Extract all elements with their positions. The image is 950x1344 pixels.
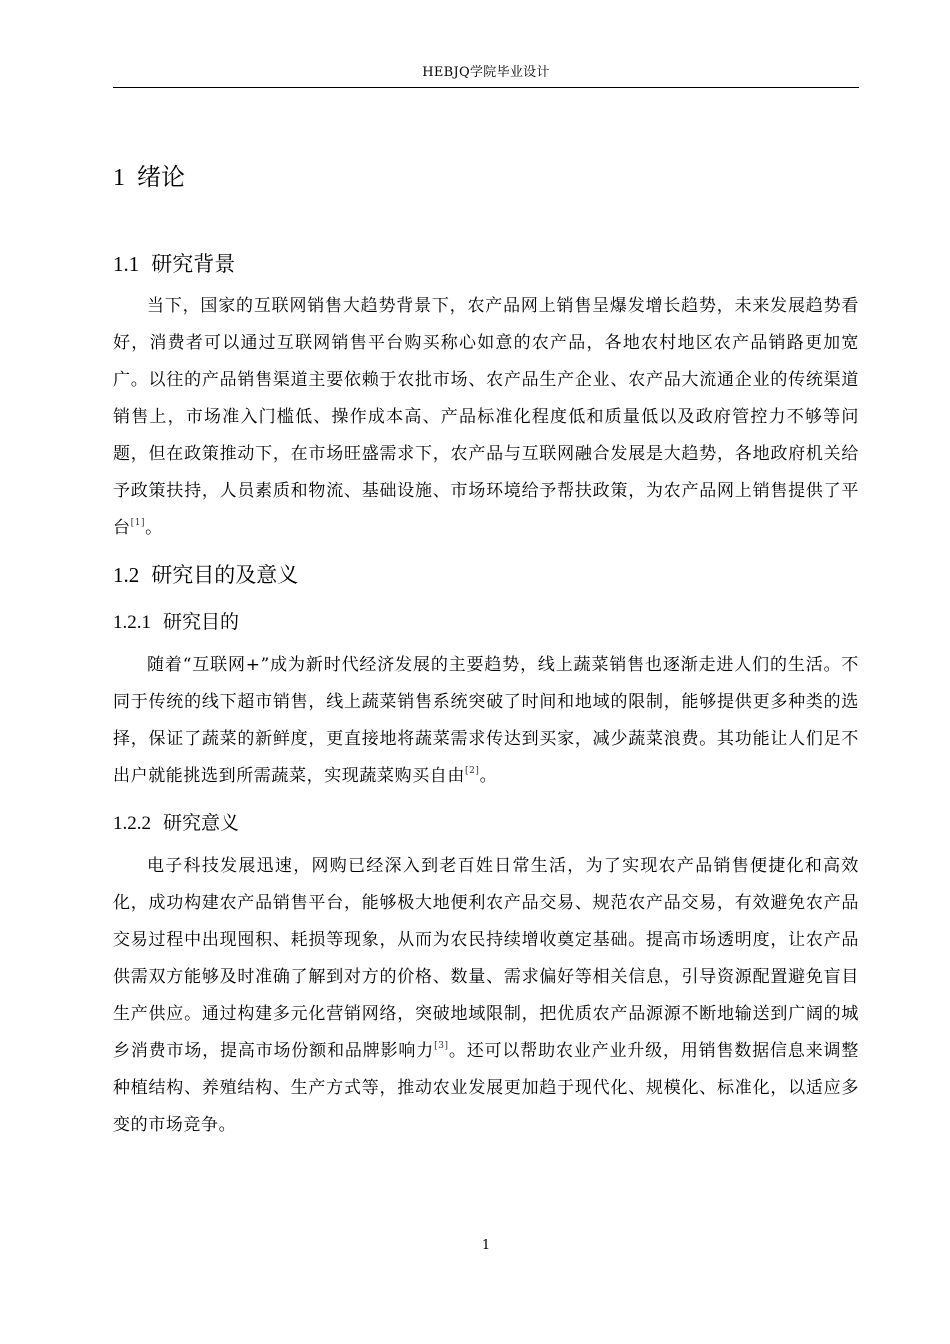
page-number: 1 — [481, 1238, 491, 1253]
paragraph-purpose — [113, 647, 859, 795]
section-heading-1-2 — [113, 561, 298, 590]
running-header: HEBJQ学院毕业设计 — [422, 65, 550, 80]
section-title: 研究背景 — [151, 253, 236, 276]
paragraph-background — [113, 288, 859, 547]
subsection-number: 1.2.1 — [113, 612, 151, 633]
section-number: 1.1 — [113, 252, 140, 276]
citation: [3] — [434, 1041, 449, 1051]
header-rule — [113, 87, 859, 88]
paragraph-end: 。还可以帮助农业产业升级，用销售数据信息来调整种植结构、养殖结构、生产方式等，推动农业发展更加趋于现代化、规模化、标准化，以适应多变的市场竞争。 — [113, 1041, 859, 1135]
chapter-title: 绪论 — [137, 164, 185, 191]
subsection-heading-1-2-1 — [113, 610, 239, 636]
paragraph-text: 当下，国家的互联网销售大趋势背景下，农产品网上销售呈爆发增长趋势，未来发展趋势看好，消费者可以通过互联网销售平台购买称心如意的农产品，各地农村地区农产品销路更加宽广。以往的产品销售渠道主要依赖于农批市场、农产品生产企业、农产品大流通企业的传统渠道销售上，市场准入门槛低、操作成本高、产品标准化程度低和质量低以及政府管控力不够等问题，但在政策推动下，在市场旺盛需求下，农产品与互联网融合发展是大趋势，各地政府机关给予政策扶持，人员素质和物流、基础设施、市场环境给予帮扶政策，为农产品网上销售提供了平台 — [113, 296, 859, 538]
section-heading-1-1 — [113, 250, 235, 279]
paragraph-text: 电子科技发展迅速，网购已经深入到老百姓日常生活，为了实现农产品销售便捷化和高效化，成功构建农产品销售平台，能够极大地便利农产品交易、规范农产品交易，有效避免农产品交易过程中出现囤积、耗损等现象，从而为农民持续增收奠定基础。提高市场透明度，让农产品供需双方能够及时准确了解到对方的价格、数量、需求偏好等相关信息，引导资源配置避免盲目生产供应。通过构建多元化营销网络，突破地域限制，把优质农产品源源不断地输送到广阔的城乡消费市场，提高市场份额和品牌影响力 — [113, 856, 859, 1061]
chapter-heading — [113, 162, 185, 194]
paragraph-text: 随着“互联网+”成为新时代经济发展的主要趋势，线上蔬菜销售也逐渐走进人们的生活。不同于传统的线下超市销售，线上蔬菜销售系统突破了时间和地域的限制，能够提供更多种类的选择，保证了蔬菜的新鲜度，更直接地将蔬菜需求传达到买家，减少蔬菜浪费。其功能让人们足不出户就能挑选到所需蔬菜，实现蔬菜购买自由 — [113, 655, 859, 786]
chapter-number: 1 — [113, 165, 125, 191]
section-number: 1.2 — [113, 563, 140, 587]
paragraph-end: 。 — [145, 518, 163, 538]
subsection-number: 1.2.2 — [113, 813, 151, 834]
paragraph-significance — [113, 848, 859, 1144]
subsection-title: 研究目的 — [163, 612, 240, 633]
citation: [1] — [130, 518, 146, 528]
citation: [2] — [465, 766, 480, 776]
paragraph-end: 。 — [479, 766, 498, 786]
section-title: 研究目的及意义 — [151, 564, 299, 587]
subsection-heading-1-2-2 — [113, 811, 239, 837]
subsection-title: 研究意义 — [163, 813, 240, 834]
